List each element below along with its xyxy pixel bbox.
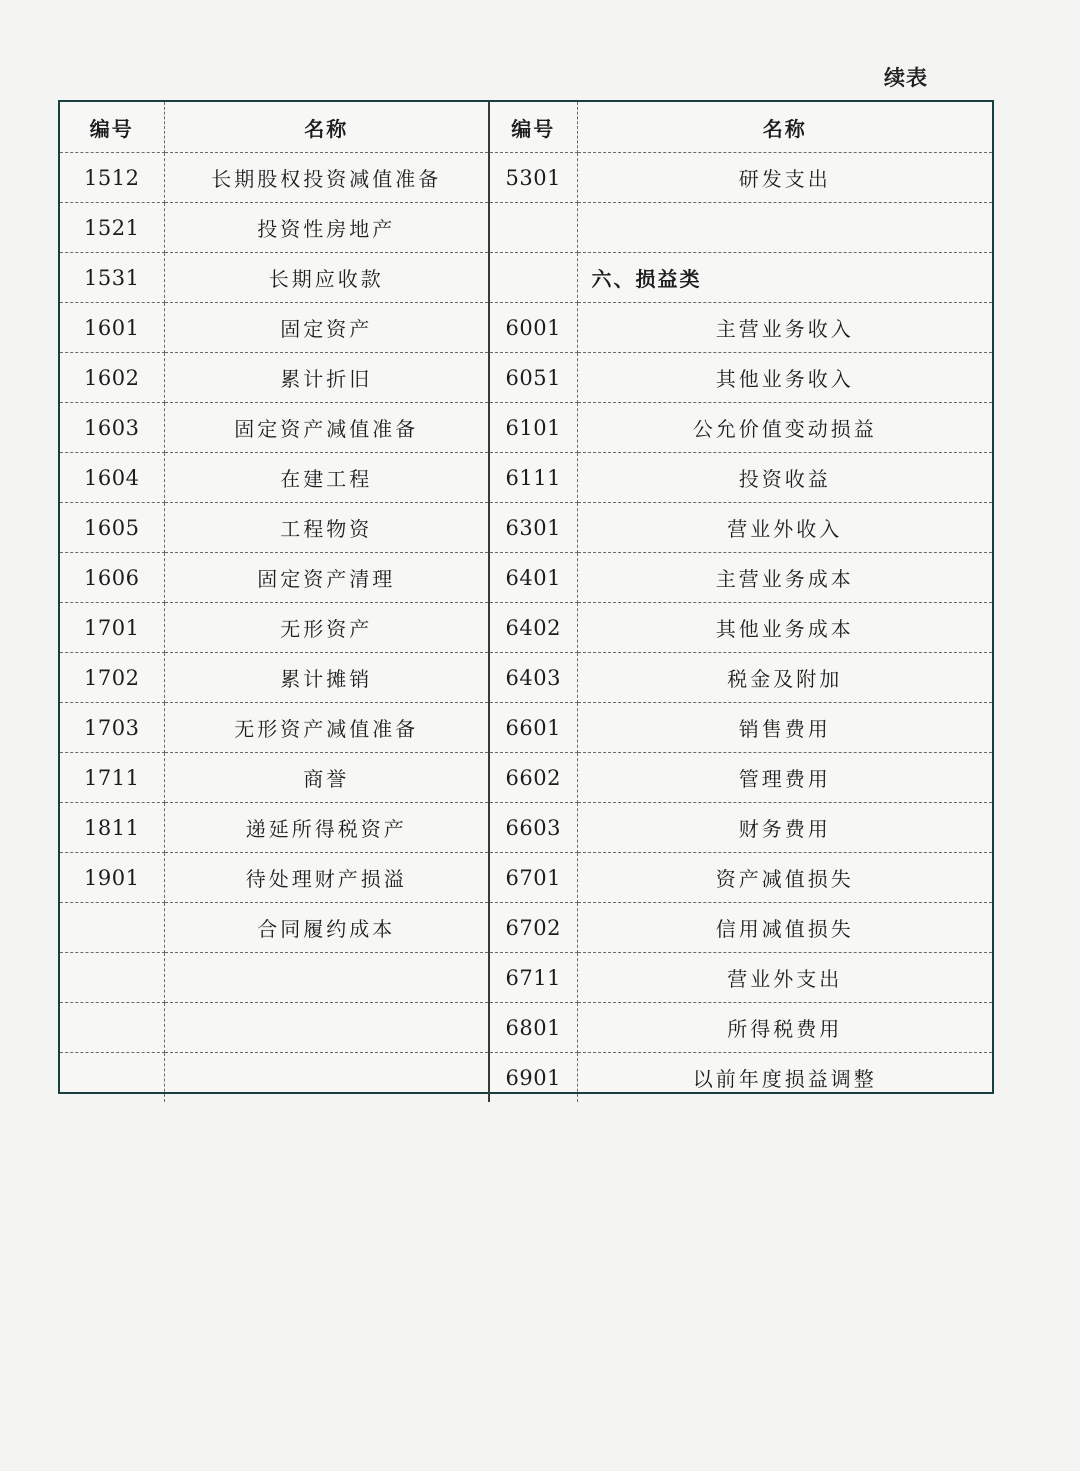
account-code-left: 1604	[60, 453, 164, 503]
table-row	[60, 503, 992, 553]
account-name-right	[577, 203, 992, 253]
table-row	[60, 753, 992, 803]
account-table	[60, 102, 992, 1102]
account-code-left: 1702	[60, 653, 164, 703]
account-code-right: 6603	[489, 803, 577, 853]
account-name-left	[164, 1053, 489, 1103]
account-name-right: 税金及附加	[577, 653, 992, 703]
account-name-right: 管理费用	[577, 753, 992, 803]
header-code-right: 编号	[489, 102, 577, 153]
account-name-right: 资产减值损失	[577, 853, 992, 903]
account-name-left: 累计折旧	[164, 353, 489, 403]
account-code-left	[60, 903, 164, 953]
account-code-left: 1512	[60, 153, 164, 203]
account-name-right: 主营业务成本	[577, 553, 992, 603]
table-row	[60, 603, 992, 653]
account-code-right: 6711	[489, 953, 577, 1003]
account-name-left	[164, 1003, 489, 1053]
account-name-left: 递延所得税资产	[164, 803, 489, 853]
table-body	[60, 153, 992, 1103]
table-row	[60, 853, 992, 903]
account-code-left: 1711	[60, 753, 164, 803]
account-code-right	[489, 253, 577, 303]
account-name-left: 商誉	[164, 753, 489, 803]
account-name-right: 公允价值变动损益	[577, 403, 992, 453]
table-row	[60, 303, 992, 353]
account-code-left	[60, 1003, 164, 1053]
continued-table-label: 续表	[884, 66, 928, 90]
account-code-right: 6301	[489, 503, 577, 553]
account-name-right: 营业外支出	[577, 953, 992, 1003]
account-code-right: 6701	[489, 853, 577, 903]
account-code-table	[58, 100, 994, 1094]
account-name-left: 合同履约成本	[164, 903, 489, 953]
account-code-right: 6403	[489, 653, 577, 703]
account-code-right: 6702	[489, 903, 577, 953]
account-name-right: 所得税费用	[577, 1003, 992, 1053]
header-name-left: 名称	[164, 102, 489, 153]
account-name-right: 销售费用	[577, 703, 992, 753]
account-name-right: 财务费用	[577, 803, 992, 853]
account-code-left: 1811	[60, 803, 164, 853]
account-name-right: 其他业务成本	[577, 603, 992, 653]
table-row	[60, 453, 992, 503]
account-code-right	[489, 203, 577, 253]
account-name-left: 待处理财产损溢	[164, 853, 489, 903]
account-name-left: 固定资产清理	[164, 553, 489, 603]
table-row	[60, 1003, 992, 1053]
account-name-left: 长期股权投资减值准备	[164, 153, 489, 203]
account-name-left: 投资性房地产	[164, 203, 489, 253]
account-code-right: 6051	[489, 353, 577, 403]
account-code-right: 6001	[489, 303, 577, 353]
account-name-left: 工程物资	[164, 503, 489, 553]
header-code-left: 编号	[60, 102, 164, 153]
account-code-left: 1521	[60, 203, 164, 253]
account-code-left	[60, 1053, 164, 1103]
table-row	[60, 1053, 992, 1103]
account-name-right: 信用减值损失	[577, 903, 992, 953]
account-name-left: 累计摊销	[164, 653, 489, 703]
table-row	[60, 253, 992, 303]
account-name-left: 固定资产	[164, 303, 489, 353]
account-code-right: 6111	[489, 453, 577, 503]
account-name-left: 在建工程	[164, 453, 489, 503]
account-name-right: 其他业务收入	[577, 353, 992, 403]
section-heading: 六、损益类	[577, 253, 992, 303]
account-code-left: 1606	[60, 553, 164, 603]
account-code-right: 6901	[489, 1053, 577, 1103]
account-name-left	[164, 953, 489, 1003]
table-row	[60, 903, 992, 953]
account-code-left: 1531	[60, 253, 164, 303]
account-name-left: 长期应收款	[164, 253, 489, 303]
account-code-left: 1601	[60, 303, 164, 353]
account-code-left: 1603	[60, 403, 164, 453]
account-code-right: 6801	[489, 1003, 577, 1053]
table-row	[60, 553, 992, 603]
account-code-left: 1701	[60, 603, 164, 653]
account-code-left: 1605	[60, 503, 164, 553]
table-row	[60, 403, 992, 453]
account-code-left: 1703	[60, 703, 164, 753]
table-row	[60, 703, 992, 753]
account-name-left: 固定资产减值准备	[164, 403, 489, 453]
account-name-left: 无形资产减值准备	[164, 703, 489, 753]
account-name-right: 营业外收入	[577, 503, 992, 553]
account-code-right: 6602	[489, 753, 577, 803]
account-name-left: 无形资产	[164, 603, 489, 653]
table-header-row	[60, 102, 992, 153]
account-name-right: 以前年度损益调整	[692, 1067, 877, 1091]
account-code-right: 6601	[489, 703, 577, 753]
table-row	[60, 203, 992, 253]
table-row	[60, 353, 992, 403]
account-code-right: 6401	[489, 553, 577, 603]
account-name-right: 投资收益	[577, 453, 992, 503]
account-code-right: 5301	[489, 153, 577, 203]
account-code-left	[60, 953, 164, 1003]
account-code-left: 1602	[60, 353, 164, 403]
account-code-right: 6101	[489, 403, 577, 453]
table-row	[60, 953, 992, 1003]
account-name-right: 研发支出	[577, 153, 992, 203]
header-name-right: 名称	[577, 102, 992, 153]
table-row	[60, 153, 992, 203]
account-code-right: 6402	[489, 603, 577, 653]
account-code-left: 1901	[60, 853, 164, 903]
table-row	[60, 803, 992, 853]
account-name-right: 主营业务收入	[577, 303, 992, 353]
table-row	[60, 653, 992, 703]
